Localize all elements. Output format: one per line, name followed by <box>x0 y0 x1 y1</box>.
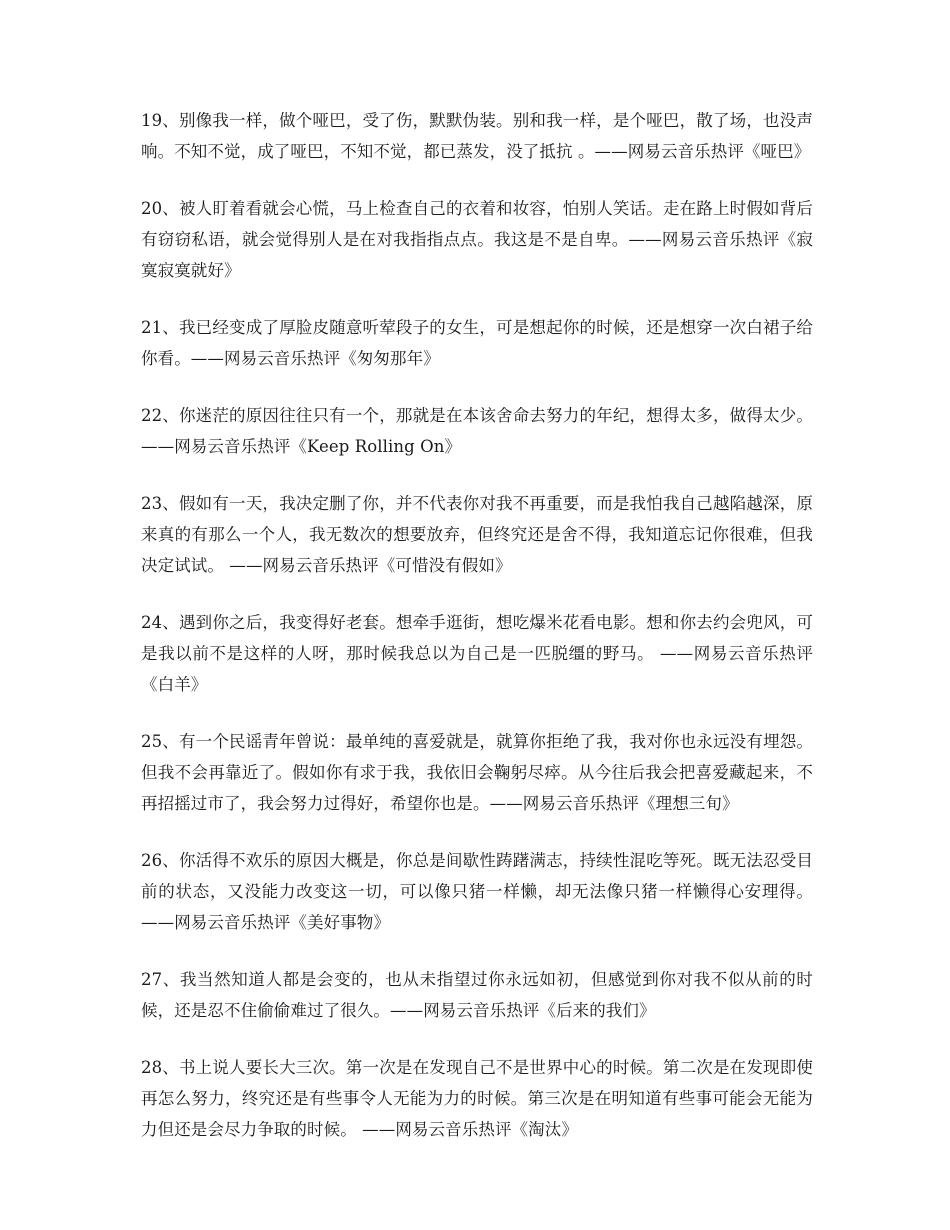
document-body <box>141 105 813 1171</box>
paragraph-28: 28、书上说人要长大三次。第一次是在发现自己不是世界中心的时候。第二次是在发现即使再怎么努力，终究还是有些事令人无能为力的时候。第三次是在明知道有些事可能会无能为力但还是会尽力争取的时候。 ——网易云音乐热评《淘汰》 <box>141 1058 813 1139</box>
paragraph-22: 22、你迷茫的原因往往只有一个，那就是在本该舍命去努力的年纪，想得太多，做得太少。——网易云音乐热评《Keep Rolling On》 <box>141 406 813 456</box>
paragraph-20: 20、被人盯着看就会心慌，马上检查自己的衣着和妆容，怕别人笑话。走在路上时假如背后有窃窃私语，就会觉得别人是在对我指指点点。我这是不是自卑。——网易云音乐热评《寂寞寂寞就好》 <box>141 199 813 280</box>
paragraph-21: 21、我已经变成了厚脸皮随意听荤段子的女生，可是想起你的时候，还是想穿一次白裙子给你看。——网易云音乐热评《匆匆那年》 <box>141 318 813 368</box>
paragraph-24: 24、遇到你之后，我变得好老套。想牵手逛街，想吃爆米花看电影。想和你去约会兜风，可是我以前不是这样的人呀，那时候我总以为自己是一匹脱缰的野马。 ——网易云音乐热评《白羊》 <box>141 613 813 694</box>
paragraph-19: 19、别像我一样，做个哑巴，受了伤，默默伪装。别和我一样，是个哑巴，散了场，也没声响。不知不觉，成了哑巴，不知不觉，都已蒸发，没了抵抗 。——网易云音乐热评《哑巴》 <box>141 111 813 161</box>
paragraph-27: 27、我当然知道人都是会变的，也从未指望过你永远如初，但感觉到你对我不似从前的时候，还是忍不住偷偷难过了很久。——网易云音乐热评《后来的我们》 <box>141 970 813 1020</box>
paragraph-23: 23、假如有一天，我决定删了你，并不代表你对我不再重要，而是我怕我自己越陷越深，原来真的有那么一个人，我无数次的想要放弃，但终究还是舍不得，我知道忘记你很难，但我决定试试。 ——网易云音乐热评《可惜没有假如》 <box>141 494 813 575</box>
paragraph-25: 25、有一个民谣青年曾说：最单纯的喜爱就是，就算你拒绝了我，我对你也永远没有埋怨。但我不会再靠近了。假如你有求于我，我依旧会鞠躬尽瘁。从今往后我会把喜爱藏起来，不再招摇过市了，我会努力过得好，希望你也是。——网易云音乐热评《理想三旬》 <box>141 732 813 813</box>
paragraph-26: 26、你活得不欢乐的原因大概是，你总是间歇性踌躇满志，持续性混吃等死。既无法忍受目前的状态，又没能力改变这一切，可以像只猪一样懒，却无法像只猪一样懒得心安理得。——网易云音乐热评《美好事物》 <box>141 851 813 932</box>
